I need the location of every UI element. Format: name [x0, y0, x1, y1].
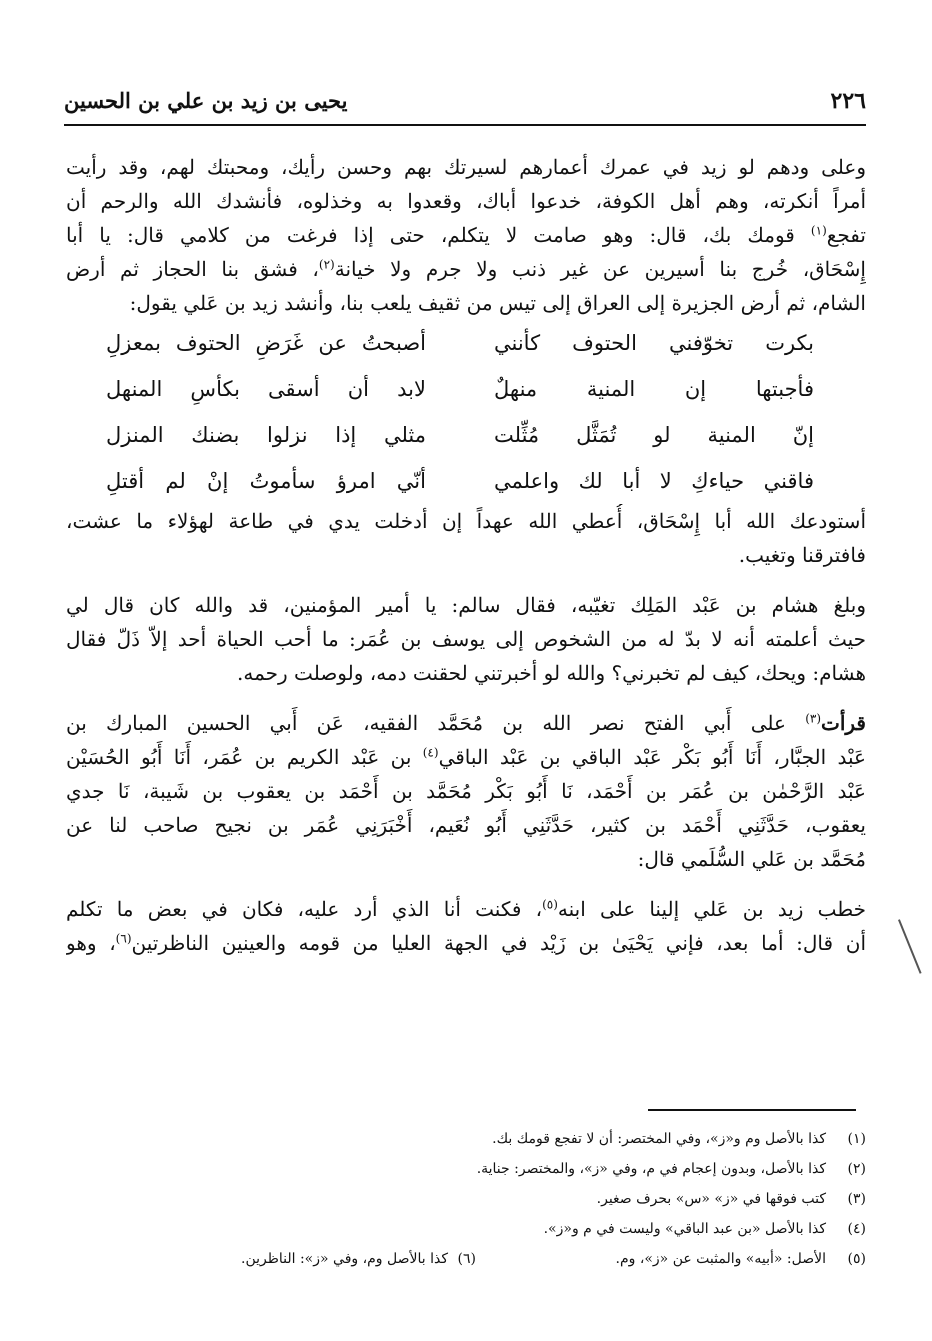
text-line: الشام، ثم أرض الجزيرة إلى العراق إلى تيس من ثقيف يلعب بنا، وأنشد زيد بن عَلي يقول: [129, 291, 866, 315]
footnote-ref: (٤) [422, 745, 439, 760]
hemistich-first: فأجبتها إن المنية منهلٌ [494, 377, 814, 401]
footnote: (٢) كذا بالأصل، وبدون إعجام في م، وفي «ز»، والمختصر: جناية. [476, 1161, 866, 1177]
footnote-ref: (٥) [542, 897, 558, 912]
footnote-6-text: كذا بالأصل وم، وفي «ز»: الناظرين. [241, 1251, 448, 1267]
footnotes [66, 1124, 866, 1274]
text-line: حيث أعلمته أنه لا بدّ له من الشخوص إلى يوسف بن عُمَر: ما أحب الحياة أحد إلاّ ذَلّ فقال [66, 627, 866, 651]
poem-verse [66, 320, 866, 366]
text-line: هشام: ويحك، كيف لم تخبرني؟ والله لو أخبرتني لحقنت دمه، ولوصلت رحمه. [237, 661, 866, 685]
poem-verse [66, 366, 866, 412]
footnote-separator [648, 1109, 856, 1111]
text-line: عَبْد الرَّحْمٰن بن عُمَر بن أَحْمَد، نَا أَبُو بَكْر مُحَمَّد بن أَحْمَد بن يعقوب بن شَيبة، نَا جدي [66, 779, 866, 803]
footnote: (١) كذا بالأصل وم و«ز»، وفي المختصر: أن لا تفجع قومك بك. [492, 1131, 866, 1147]
poem-verse [66, 458, 866, 504]
text-line: أستودعك الله أبا إِسْحَاق، أُعطي الله عهداً إن أدخلت يدي في طاعة لهؤلاء ما عشت، [66, 509, 866, 533]
text-line: قرأت$^{(٣)}$ على أَبي الفتح نصر الله بن مُحَمَّد الفقيه، عَن أَبي الحسين المبارك بن [66, 711, 866, 735]
footnote-ref: (١) [810, 223, 827, 238]
text-line: إِسْحَاق، خُرج بنا أسيرين عن غير ذنب ولا جرم ولا خيانة$^{(٢)}$، فشق بنا الحجاز ثم أرض [66, 257, 866, 281]
footnote: (٥) الأصل: «أبيه» والمثبت عن «ز»، وم. (٦) كذا بالأصل وم، وفي «ز»: الناظرين. [66, 1244, 866, 1274]
text-line: مُحَمَّد بن عَلي السُّلَمي قال: [637, 847, 866, 871]
running-title: يحيى بن زيد بن علي بن الحسين [64, 88, 348, 113]
footnote-ref: (٢) [318, 257, 335, 272]
text-line: فافترقنا وتغيب. [738, 543, 866, 567]
footnote: (٤) كذا بالأصل «بن عبد الباقي» وليست في م و«ز». [543, 1221, 866, 1237]
body-text [66, 150, 866, 960]
footnote: (٣) كتب فوقها في «ز» «س» بحرف صغير. [596, 1191, 866, 1207]
page-header [64, 84, 866, 126]
hemistich-second: لابد أن أسقى بكأسِ المنهل [106, 377, 426, 401]
poem-verse [66, 412, 866, 458]
text-line: خطب زيد بن عَلي إلينا على ابنه$^{(٥)}$، فكنت أنا الذي أرد عليه، فكان في بعض ما تكلم [66, 897, 866, 921]
text-line: وعلى ودهم لو زيد في عمرك أعمارهم لسيرتك بهم وحسن رأيك، ومحبتك لهم، وقد رأيت [66, 155, 866, 179]
hemistich-second: مثلي إذا نزلوا بضنك المنزل [106, 423, 426, 447]
text-line: عَبْد الجبَّار، أَنَا أَبُو بَكْر عَبْد الباقي بن عَبْد الباقي$^{(٤)}$ بن عَبْد الكريم بن عُمَر، أَنَا أَبُو الحُسَيْن [66, 745, 866, 769]
hemistich-first: بكرت تخوّفني الحتوف كأنني [494, 331, 814, 355]
text-line: يعقوب، حَدَّثَنِي أَحْمَد بن كثير، حَدَّثَنِي أَبُو نُعَيم، أَخْبَرَنِي عُمَر بن نجيح صاحب لنا عن [66, 813, 866, 837]
hemistich-second: أنّي امرؤ سأموتُ إنْ لم أقتلِ [106, 469, 426, 493]
margin-pencil-mark [898, 919, 922, 974]
text-line: أمراً أنكرته، وهم أهل الكوفة، خدعوا أباك، وقعدوا به وخذلوه، فأنشدك الله والرحم أن [66, 189, 866, 213]
footnote-6-number: (٦) [457, 1251, 476, 1267]
footnote-ref: (٦) [115, 931, 132, 946]
page-number: ٢٢٦ [830, 88, 866, 114]
text-line: تفجع$^{(١)}$ قومك بك، قال: وهو صامت لا يتكلم، حتى إذا فرغت من كلامي قال: يا أبا [66, 223, 866, 247]
hemistich-first: فاقني حياءكِ لا أبا لك واعلمي [494, 469, 814, 493]
hemistich-first: إنّ المنية لو تُمَثَّل مُثِّلت [494, 423, 814, 447]
hemistich-second: أصبحتُ عن غَرَضِ الحتوف بمعزلِ [106, 331, 426, 355]
read-heading: قرأت [821, 711, 866, 735]
footnote-ref: (٣) [805, 711, 822, 726]
text-line: وبلغ هشام بن عَبْد المَلِك تغيّبه، فقال سالم: يا أمير المؤمنين، قد والله كان قال لي [66, 593, 866, 617]
text-line: أن قال: أما بعد، فإني يَحْيَىٰ بن زَيْد في الجهة العليا من قومه والعينين الناظرتين$^{(٦)}$، وهو [66, 931, 866, 955]
